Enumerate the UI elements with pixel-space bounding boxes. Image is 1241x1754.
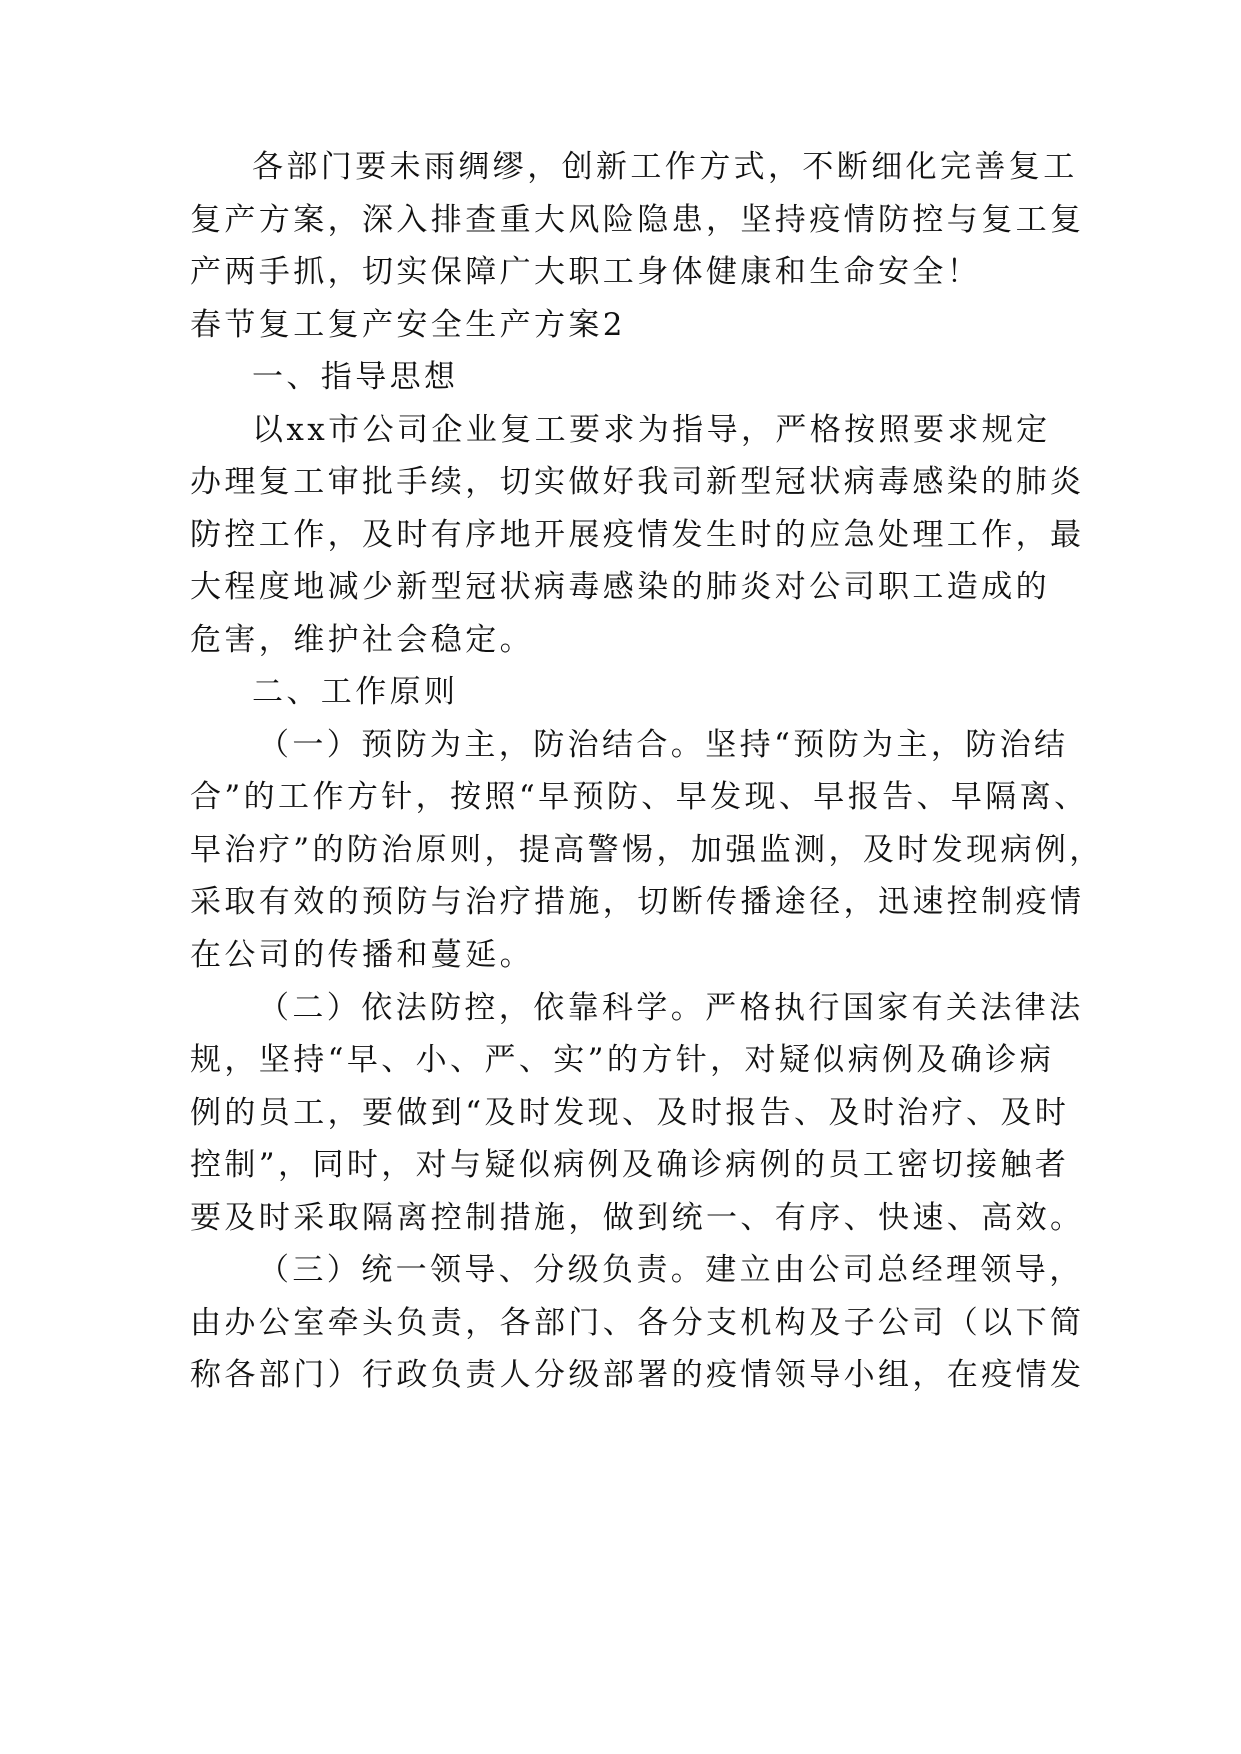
section-title: 春节复工复产安全生产方案2 — [190, 307, 626, 343]
text-line: 要及时采取隔离控制措施，做到统一、有序、快速、高效。 — [190, 1200, 1085, 1236]
heading: 一、指导思想 — [252, 359, 459, 395]
text-line: 办理复工审批手续，切实做好我司新型冠状病毒感染的肺炎 — [190, 464, 1085, 500]
text-line: 采取有效的预防与治疗措施，切断传播途径，迅速控制疫情 — [190, 884, 1085, 920]
text-line: （一）预防为主，防治结合。坚持“预防为主，防治结 — [258, 727, 1069, 763]
text-line: （三）统一领导、分级负责。建立由公司总经理领导， — [258, 1252, 1084, 1288]
text-line: 早治疗”的防治原则，提高警惕，加强监测，及时发现病例， — [190, 832, 1104, 868]
text-line: 称各部门）行政负责人分级部署的疫情领导小组，在疫情发 — [190, 1357, 1085, 1393]
text-line: 危害，维护社会稳定。 — [190, 622, 534, 658]
text-line: 由办公室牵头负责，各部门、各分支机构及子公司（以下简 — [190, 1305, 1085, 1341]
text-line: 例的员工，要做到“及时发现、及时报告、及时治疗、及时 — [190, 1095, 1070, 1131]
text-line: 规，坚持“早、小、严、实”的方针，对疑似病例及确诊病 — [190, 1042, 1055, 1078]
text-line: 以xx市公司企业复工要求为指导，严格按照要求规定 — [252, 412, 1051, 448]
heading: 二、工作原则 — [252, 674, 459, 710]
text-line: 大程度地减少新型冠状病毒感染的肺炎对公司职工造成的 — [190, 569, 1050, 605]
text-line: 复产方案，深入排查重大风险隐患，坚持疫情防控与复工复 — [190, 202, 1085, 238]
text-line: 在公司的传播和蔓延。 — [190, 937, 534, 973]
text-line: 各部门要未雨绸缪，创新工作方式，不断细化完善复工 — [252, 149, 1078, 185]
text-line: 产两手抓，切实保障广大职工身体健康和生命安全！ — [190, 254, 982, 290]
text-line: 合”的工作方针，按照“早预防、早发现、早报告、早隔离、 — [190, 779, 1089, 815]
text-line: 控制”，同时，对与疑似病例及确诊病例的员工密切接触者 — [190, 1147, 1070, 1183]
text-line: （二）依法防控，依靠科学。严格执行国家有关法律法 — [258, 990, 1084, 1026]
text-line: 防控工作，及时有序地开展疫情发生时的应急处理工作，最 — [190, 517, 1085, 553]
